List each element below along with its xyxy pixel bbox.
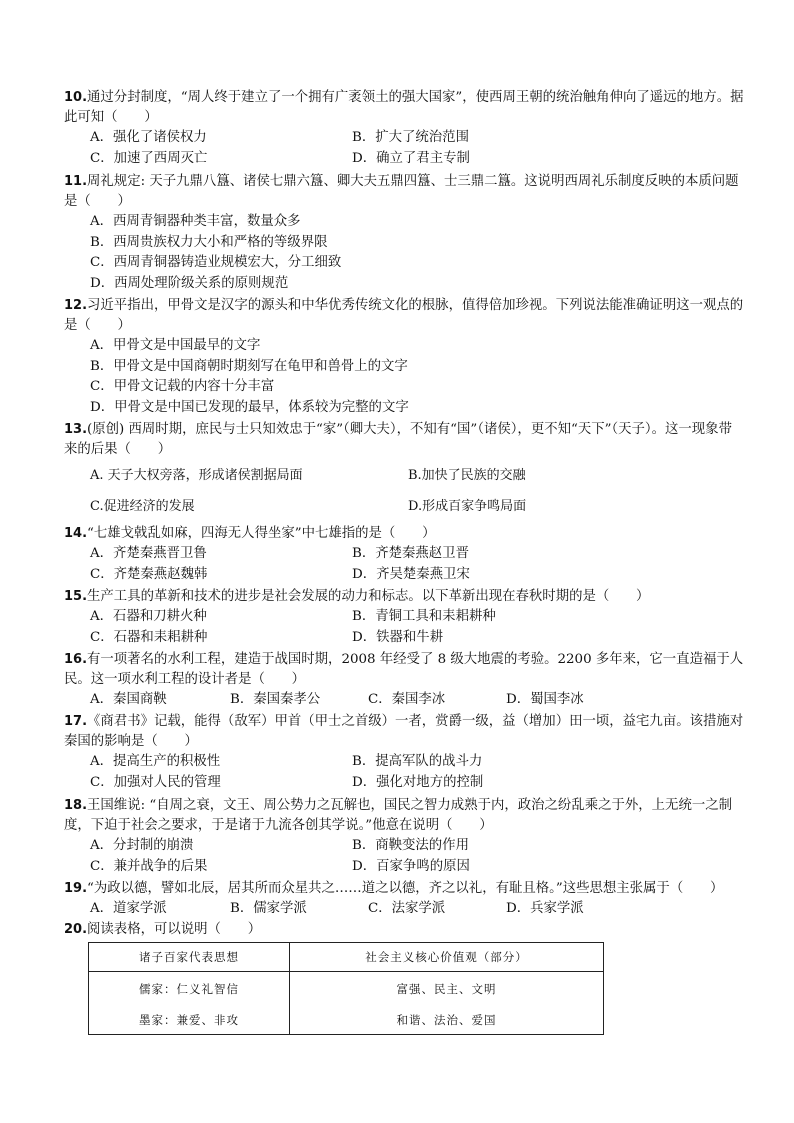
table-cell: 和谐、法治、爱国 [290,1006,604,1035]
option-b: B．儒家学派 [230,901,307,916]
question-18 [64,796,744,877]
options [90,128,744,169]
table-header-row [89,943,604,972]
question-19 [64,879,744,920]
option-c: C．加速了西周灭亡 [90,150,208,166]
question-number: 17. [64,714,88,729]
question-number: 16. [64,652,88,667]
option-c: C．西周青铜器铸造业规模宏大，分工细致 [90,255,342,270]
question-12 [64,296,744,418]
question-number: 12. [64,298,88,313]
option-b: B．提高军队的战斗力 [352,754,483,769]
question-number: 11. [64,174,88,189]
option-c: C．石器和耒耜耕种 [90,629,208,645]
option-a: A．秦国商鞅 [90,692,167,707]
question-stem: 阅读表格，可以说明（ ） [87,922,262,937]
option-d: D．百家争鸣的原因 [352,858,470,874]
question-stem: 王国维说: “自周之衰，文王、周公势力之瓦解也，国民之智力成熟于内，政治之纷乱乘之于外，上无统一之制度，下迫于社会之要求，于是诸于九流各创其学说。”他意在说明（ ） [64,798,733,833]
option-c: C.促进经济的发展 [90,499,195,514]
option-b: B．青铜工具和耒耜耕种 [352,609,496,624]
option-d: D．齐吴楚秦燕卫宋 [352,566,470,582]
option-c: C．齐楚秦燕赵魏韩 [90,566,208,582]
question-stem: 习近平指出，甲骨文是汉字的源头和中华优秀传统文化的根脉，值得倍加珍视。下列说法能准确证明这一观点的是（ ） [64,298,744,333]
option-b: B．秦国秦孝公 [230,692,321,707]
question-stem: (原创) 西周时期，庶民与士只知效忠于“家”（卿大夫），不知有“国”（诸侯），更不知“天下”（天子）。这一现象带来的后果（ ） [64,422,732,457]
table-row [89,972,604,1007]
option-b: B．西周贵族权力大小和严格的等级界限 [90,234,328,250]
question-number: 15. [64,589,88,604]
question-11 [64,172,744,294]
question-15 [64,587,744,648]
question-10 [64,88,744,169]
question-20-table [88,942,604,1035]
question-stem: 有一项著名的水利工程，建造于战国时期，2008 年经受了 8 级大地震的考验。2200 多年来，它一直造福于人民。这一项水利工程的设计者是（ ） [64,652,744,687]
table-cell: 墨家：兼爱、非攻 [89,1006,290,1035]
option-c: C．法家学派 [368,901,446,916]
table-header-cell: 诸子百家代表思想 [89,943,290,972]
question-13 [64,420,744,522]
question-stem: “为政以德，譬如北辰，居其所而众星共之……道之以德，齐之以礼，有耻且格。”这些思想主张属于（ ） [87,881,724,896]
option-b: B.加快了民族的交融 [408,468,526,483]
option-a: A. 天子大权旁落，形成诸侯割据局面 [90,468,303,483]
option-d: D．强化对地方的控制 [352,774,484,790]
table-cell: 儒家：仁义礼智信 [89,972,290,1007]
option-a: A．甲骨文是中国最早的文字 [90,338,261,353]
options [90,460,744,522]
question-stem: 通过分封制度，“周人终于建立了一个拥有广袤领土的强大国家”，使西周王朝的统治触角伸向了遥远的地方。据此可知（ ） [64,90,744,125]
option-b: B．扩大了统治范围 [352,130,469,145]
options [90,899,744,920]
question-number: 20. [64,922,88,937]
question-number: 13. [64,422,88,437]
options [90,607,744,648]
option-d: D．蜀国李冰 [506,692,584,707]
option-a: A．提高生产的积极性 [90,754,221,769]
table-row [89,1006,604,1035]
option-a: A．齐楚秦燕晋卫鲁 [90,546,207,561]
option-c: C．甲骨文记载的内容十分丰富 [90,379,275,394]
option-d: D.形成百家争鸣局面 [408,499,527,514]
options [90,336,744,418]
option-a: A．石器和刀耕火种 [90,609,207,624]
options [90,544,744,585]
option-d: D．确立了君主专制 [352,150,470,166]
question-17 [64,712,744,793]
question-stem: “七雄戈戟乱如麻，四海无人得坐家”中七雄指的是（ ） [87,526,436,541]
table-header-cell: 社会主义核心价值观（部分） [290,943,604,972]
option-c: C．加强对人民的管理 [90,774,221,790]
option-b: B．甲骨文是中国商朝时期刻写在龟甲和兽骨上的文字 [90,358,408,374]
option-a: A．道家学派 [90,901,167,916]
options [90,212,744,294]
option-c: C．兼并战争的后果 [90,858,208,874]
options [90,836,744,877]
options [90,752,744,793]
question-stem: 生产工具的革新和技术的进步是社会发展的动力和标志。以下革新出现在春秋时期的是（ ） [87,589,650,604]
option-d: D．甲骨文是中国已发现的最早，体系较为完整的文字 [90,399,409,415]
table-cell: 富强、民主、文明 [290,972,604,1007]
question-number: 18. [64,798,88,813]
option-d: D．西周处理阶级关系的原则规范 [90,275,289,291]
option-b: B．齐楚秦燕赵卫晋 [352,546,469,561]
question-number: 14. [64,526,88,541]
question-stem: 《商君书》记载，能得（敌军）甲首（甲士之首级）一者，赏爵一级，益（增加）田一顷，益宅九亩。该措施对秦国的影响是（ ） [64,714,744,749]
question-16 [64,650,744,711]
question-stem: 周礼规定: 天子九鼎八簋、诸侯七鼎六簋、卿大夫五鼎四簋、士三鼎二簋。这说明西周礼乐制度反映的本质问题是（ ） [64,174,739,209]
question-number: 19. [64,881,88,896]
option-d: D．铁器和牛耕 [352,629,444,645]
question-20 [64,920,744,940]
option-c: C．秦国李冰 [368,692,446,707]
option-a: A．分封制的崩溃 [90,838,194,853]
option-a: A．西周青铜器种类丰富，数量众多 [90,214,301,229]
option-d: D．兵家学派 [506,901,584,916]
option-b: B．商鞅变法的作用 [352,838,469,853]
options [90,690,744,711]
question-number: 10. [64,90,88,105]
option-a: A．强化了诸侯权力 [90,130,207,145]
question-14 [64,524,744,585]
